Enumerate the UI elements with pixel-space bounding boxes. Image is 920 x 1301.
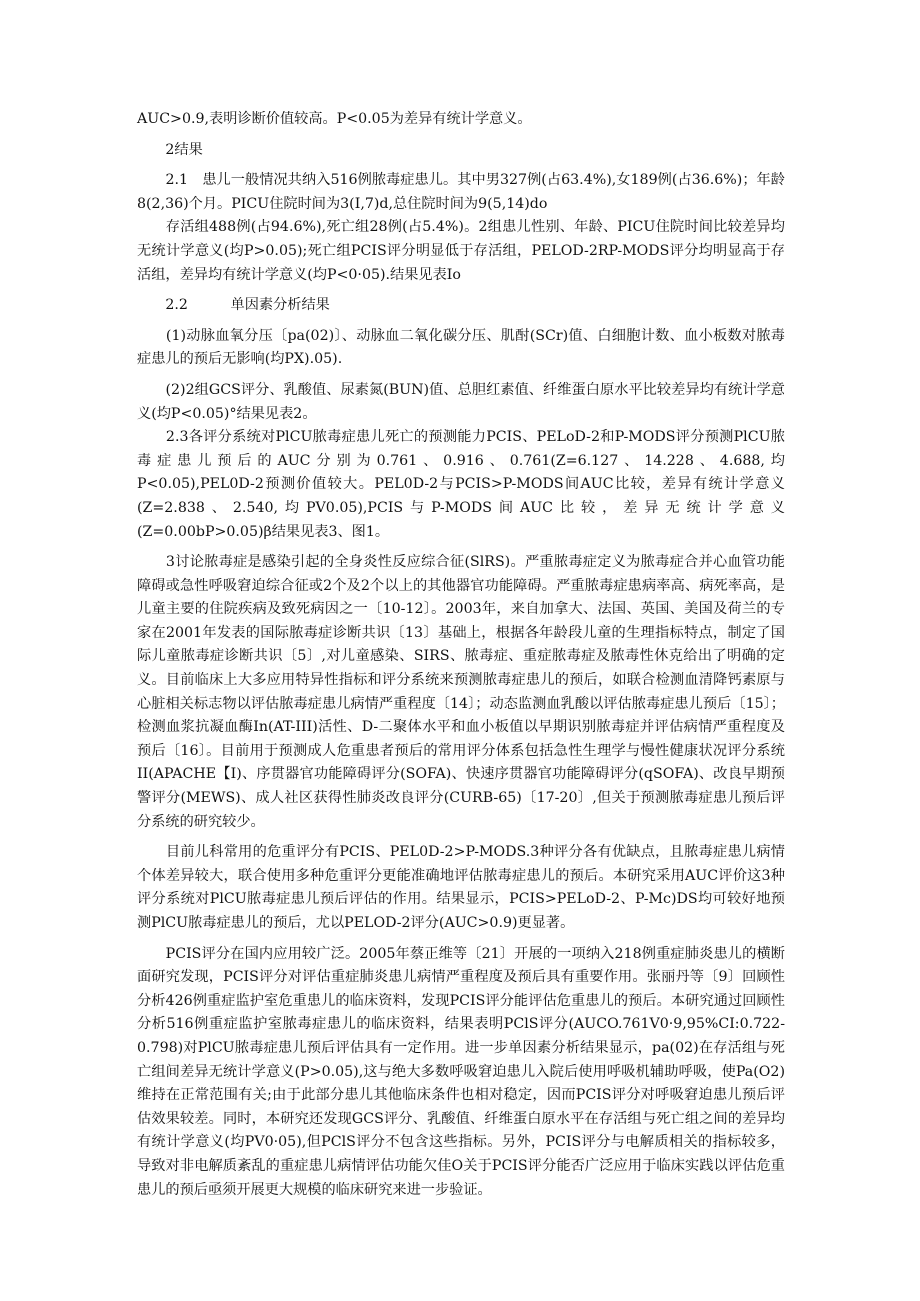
paragraph-2-3-scores: 2.3各评分系统对PlCU脓毒症患儿死亡的预测能力PCIS、PELoD-2和P-MODS评分预测PlCU脓毒症患儿预后的AUC分别为0.761、0.916、0.761(Z=6.127、14.228、4.688,均P<0.05),PEL0D-2预测价值较大。PEL0D-2与PCIS>P-MODS间AUC比较，差异有统计学意义(Z=2.838、2.540,均PV0.05),PCIS与P-MODS间AUC比较，差异无统计学意义(Z=0.00bP>0.05)β结果见表3、图1。 [137,429,785,540]
paragraph-auc-note: AUC>0.9,表明诊断价值较高。P<0.05为差异有统计学意义。 [137,111,532,127]
paragraph-groups: 存活组488例(占94.6%),死亡组28例(占5.4%)。2组患儿性别、年龄、PICU住院时间比较差异均无统计学意义(均P>0.05);死亡组PCIS评分明显低于存活组，PELOD-2RP-MODS评分均明显高于存活组，差异均有统计学意义(均P<0·05).结果见表Io [137,219,785,283]
paragraph-pediatric-scores: 目前儿科常用的危重评分有PCIS、PEL0D-2>P-MODS.3种评分各有优缺点，且脓毒症患儿病情个体差异较大，联合使用多种危重评分更能准确地评估脓毒症患儿的预后。本研究采用AUC评价这3种评分系统对PlCU脓毒症患儿预后评估的作用。结果显示，PCIS>PELoD-2、P-Mc)DS均可较好地预测PlCU脓毒症患儿的预后，尤以PELOD-2评分(AUC>0.9)更显著。 [137,844,785,931]
body-text [137,108,785,1202]
paragraph-3-discussion: 3讨论脓毒症是感染引起的全身炎性反应综合征(SlRS)。严重脓毒症定义为脓毒症合并心血管功能障碍或急性呼吸窘迫综合征或2个及2个以上的其他器官功能障碍。严重脓毒症患病率高、病死率高，是儿童主要的住院疾病及致死病因之一〔10-12〕。2003年，来自加拿大、法国、英国、美国及荷兰的专家在2001年发表的国际脓毒症诊断共识〔13〕基础上，根据各年龄段儿童的生理指标特点，制定了国际儿童脓毒症诊断共识〔5〕,对儿童感染、SIRS、脓毒症、重症脓毒症及脓毒性休克给出了明确的定义。目前临床上大多应用特异性指标和评分系统来预测脓毒症患儿的预后，如联合检测血清降钙素原与心脏相关标志物以评估脓毒症患儿病情严重程度〔14〕；动态监测血乳酸以评估脓毒症患儿预后〔15〕；检测血浆抗凝血酶In(AT-III)活性、D-二聚体水平和血小板值以早期识别脓毒症并评估病情严重程度及预后〔16〕。目前用于预测成人危重患者预后的常用评分体系包括急性生理学与慢性健康状况评分系统II(APACHE【I)、序贯器官功能障碍评分(SOFA)、快速序贯器官功能障碍评分(qSOFA)、改良早期预警评分(MEWS)、成人社区获得性肺炎改良评分(CURB-65)〔17-20〕,但关于预测脓毒症患儿预后评分系统的研究较少。 [137,554,785,830]
subheading-2-2: 2.2 单因素分析结果 [137,297,330,314]
paragraph-univariate-2: (2)2组GCS评分、乳酸值、尿素氮(BUN)值、总胆红素值、纤维蛋白原水平比较差异均有统计学意义(均P<0.05)°结果见表2。 [137,381,785,422]
section-heading-results: 2结果 [137,141,203,158]
paragraph-univariate-1: (1)动脉血氧分压〔pa(02)〕、动脉血二氧化碳分压、肌酎(SCr)值、白细胞计数、血小板数对脓毒症患儿的预后无影响(均PX).05). [137,327,785,368]
paragraph-2-1-general: 2.1 患儿一般情况共纳入516例脓毒症患儿。其中男327例(占63.4%),女189例(占36.6%)；年龄8(2,36)个月。PICU住院时间为3(I,7)d,总住院时间为9(5,14)do [137,172,785,212]
paragraph-pcis: PCIS评分在国内应用较广泛。2005年蔡正维等〔21〕开展的一项纳入218例重症肺炎患儿的横断面研究发现，PCIS评分对评估重症肺炎患儿病情严重程度及预后具有重要作用。张丽丹等〔9〕回顾性分析426例重症监护室危重患儿的临床资料，发现PCIS评分能评估危重患儿的预后。本研究通过回顾性分析516例重症监护室脓毒症患儿的临床资料，结果表明PClS评分(AUCO.761V0·9,95%CI:0.722-0.798)对PlCU脓毒症患儿预后评估具有一定作用。进一步单因素分析结果显示，pa(02)在存活组与死亡组间差异无统计学意义(P>0.05),这与绝大多数呼吸窘迫患儿入院后使用呼吸机辅助呼吸，使Pa(O2)维持在正常范围有关;由于此部分患儿其他临床条件也相对稳定，因而PCIS评分对呼吸窘迫患儿预后评估效果较差。同时，本研究还发现GCS评分、乳酸值、纤维蛋白原水平在存活组与死亡组之间的差异均有统计学意义(均PV0·05),但PClS评分不包含这些指标。另外，PCIS评分与电解质相关的指标较多，导致对非电解质紊乱的重症患儿病情评估功能欠佳O关于PCIS评分能否广泛应用于临床实践以评估危重患儿的预后亟须开展更大规模的临床研究来进一步验证。 [137,945,785,1198]
